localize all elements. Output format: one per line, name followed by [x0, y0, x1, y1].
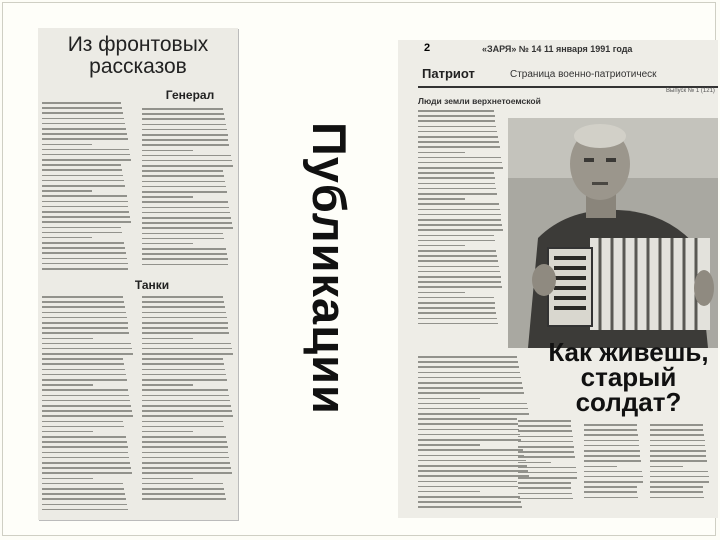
- newsprint-line: [418, 486, 518, 488]
- newsprint-line: [142, 212, 230, 214]
- newsprint-line: [142, 222, 232, 224]
- newsprint-line: [418, 387, 523, 389]
- newsprint-line: [418, 470, 528, 472]
- newsprint-line: [418, 356, 517, 358]
- newsprint-line: [42, 242, 124, 244]
- newsprint-line: [418, 146, 500, 148]
- newsprint-line: [142, 431, 193, 433]
- newsprint-line: [518, 472, 577, 474]
- newsprint-line: [142, 170, 223, 172]
- newsprint-line: [418, 403, 527, 405]
- newsprint-line: [518, 425, 571, 427]
- newsprint-line: [142, 113, 224, 115]
- newsprint-line: [42, 237, 92, 239]
- newsprint-line: [650, 491, 703, 493]
- newsprint-line: [418, 162, 502, 164]
- newsprint-line: [418, 172, 494, 174]
- newsprint-line: [142, 201, 228, 203]
- newsprint-line: [518, 467, 576, 469]
- newsprint-line: [142, 129, 227, 131]
- newsprint-line: [42, 296, 123, 298]
- newsprint-line: [42, 504, 127, 506]
- newsprint-line: [142, 374, 226, 376]
- newsprint-line: [142, 400, 230, 402]
- newsprint-line: [650, 471, 708, 473]
- newsprint-line: [418, 157, 501, 159]
- newsprint-line: [142, 258, 228, 260]
- newsprint-line: [518, 462, 551, 464]
- newsprint-line: [142, 338, 193, 340]
- article-headline: Как живешь, старый солдат?: [548, 337, 709, 417]
- newsprint-line: [42, 133, 127, 135]
- newsprint-line: [518, 477, 577, 479]
- text-column: [518, 420, 578, 503]
- newsprint-line: [418, 266, 499, 268]
- newsprint-line: [142, 155, 231, 157]
- newsprint-line: [42, 102, 121, 104]
- newsprint-line: [42, 478, 93, 480]
- newsprint-line: [42, 211, 129, 213]
- newsprint-line: [42, 441, 127, 443]
- newsprint-line: [42, 123, 125, 125]
- newsprint-line: [142, 379, 227, 381]
- newsprint-line: [142, 227, 233, 229]
- newsprint-line: [418, 271, 500, 273]
- newsprint-line: [142, 327, 228, 329]
- newsprint-line: [42, 169, 122, 171]
- newsprint-line: [142, 405, 231, 407]
- newsprint-line: [418, 245, 465, 247]
- newsprint-line: [42, 107, 122, 109]
- newsprint-line: [418, 434, 520, 436]
- newsprint-line: [584, 429, 637, 431]
- newsprint-line: [584, 455, 640, 457]
- newsprint-line: [42, 118, 124, 120]
- newsprint-line: [418, 255, 497, 257]
- newsprint-line: [42, 509, 128, 511]
- text-column: [418, 356, 530, 512]
- newsprint-line: [42, 227, 121, 229]
- newsprint-line: [42, 301, 124, 303]
- newsprint-line: [418, 444, 480, 446]
- newsprint-line: [418, 392, 524, 394]
- newsprint-line: [42, 384, 93, 386]
- page-name: Патриот: [422, 66, 475, 81]
- newsprint-line: [142, 238, 224, 240]
- newsprint-line: [142, 296, 223, 298]
- newsprint-line: [42, 149, 129, 151]
- newsprint-line: [142, 196, 193, 198]
- newsprint-line: [42, 483, 123, 485]
- newsprint-line: [42, 446, 128, 448]
- section-heading-tanks: Танки: [134, 278, 170, 292]
- newsprint-line: [142, 165, 233, 167]
- newsprint-line: [42, 195, 127, 197]
- newsprint-line: [42, 462, 130, 464]
- newsprint-line: [42, 252, 126, 254]
- newsprint-line: [584, 481, 643, 483]
- newsprint-line: [142, 436, 226, 438]
- newsprint-line: [142, 452, 228, 454]
- page-number: 2: [424, 42, 431, 54]
- newsprint-line: [42, 322, 128, 324]
- newsprint-line: [142, 243, 193, 245]
- newsprint-line: [42, 221, 131, 223]
- newsprint-line: [42, 467, 131, 469]
- newsprint-line: [42, 395, 129, 397]
- newsprint-line: [418, 131, 497, 133]
- newsprint-line: [518, 441, 573, 443]
- newsprint-line: [42, 332, 129, 334]
- newsprint-line: [42, 343, 131, 345]
- newsprint-line: [42, 348, 132, 350]
- newsprint-line: [142, 363, 224, 365]
- newsprint-line: [418, 177, 495, 179]
- newsprint-line: [142, 358, 223, 360]
- newsprint-line: [42, 268, 128, 270]
- newsprint-line: [650, 460, 707, 462]
- newspaper-clipping-left: [38, 28, 238, 520]
- newsprint-line: [42, 374, 126, 376]
- newsprint-line: [418, 115, 495, 117]
- newsprint-line: [142, 181, 225, 183]
- newsprint-line: [418, 297, 494, 299]
- text-column: [650, 424, 710, 502]
- newsprint-line: [650, 440, 705, 442]
- newsprint-line: [418, 276, 501, 278]
- newsprint-line: [584, 460, 641, 462]
- newsprint-line: [42, 154, 130, 156]
- newsprint-line: [142, 441, 227, 443]
- newsprint-line: [42, 379, 127, 381]
- newsprint-line: [650, 434, 704, 436]
- newsprint-line: [584, 440, 639, 442]
- newsprint-line: [142, 124, 226, 126]
- newsprint-line: [42, 190, 92, 192]
- newsprint-line: [142, 389, 228, 391]
- newsprint-line: [518, 493, 572, 495]
- newsprint-line: [418, 224, 502, 226]
- newsprint-line: [142, 317, 227, 319]
- issue-label: Выпуск № 1 (121): [666, 88, 715, 94]
- newsprint-line: [142, 144, 229, 146]
- newsprint-line: [42, 431, 93, 433]
- newsprint-line: [518, 420, 571, 422]
- newsprint-line: [650, 445, 705, 447]
- newsprint-line: [584, 466, 617, 468]
- newsprint-line: [142, 332, 229, 334]
- newsprint-line: [42, 363, 124, 365]
- newsprint-line: [42, 180, 124, 182]
- newsprint-line: [418, 372, 520, 374]
- newsprint-line: [418, 292, 465, 294]
- text-column: [584, 424, 644, 502]
- text-column: [418, 110, 504, 328]
- newsprint-line: [42, 306, 125, 308]
- newsprint-line: [650, 429, 703, 431]
- newsprint-line: [142, 446, 228, 448]
- newsprint-line: [142, 395, 229, 397]
- newsprint-line: [418, 501, 521, 503]
- newsprint-line: [418, 491, 480, 493]
- newsprint-line: [42, 457, 129, 459]
- newsprint-line: [650, 476, 709, 478]
- newsprint-line: [418, 193, 497, 195]
- newsprint-line: [142, 134, 228, 136]
- newsprint-line: [142, 410, 232, 412]
- newsprint-line: [42, 421, 123, 423]
- newsprint-line: [518, 498, 573, 500]
- newsprint-line: [42, 232, 122, 234]
- clipping-heading: Из фронтовых рассказов: [67, 33, 209, 78]
- newsprint-line: [42, 216, 130, 218]
- text-column: [142, 108, 234, 269]
- newsprint-line: [42, 472, 132, 474]
- newsprint-line: [142, 312, 226, 314]
- newsprint-line: [142, 175, 224, 177]
- newsprint-line: [418, 203, 499, 205]
- newsprint-line: [142, 139, 228, 141]
- newsprint-line: [42, 327, 128, 329]
- newsprint-line: [42, 415, 133, 417]
- newsprint-line: [142, 207, 229, 209]
- newsprint-line: [42, 436, 126, 438]
- newsprint-line: [418, 260, 498, 262]
- newsprint-line: [418, 198, 465, 200]
- newsprint-line: [142, 483, 223, 485]
- newsprint-line: [142, 415, 233, 417]
- newsprint-line: [42, 258, 127, 260]
- newsprint-line: [584, 424, 637, 426]
- newsprint-line: [42, 410, 132, 412]
- accordion-player-image: [508, 118, 718, 348]
- page-tag: Страница военно-патриотическ: [510, 69, 657, 80]
- newsprint-line: [518, 436, 573, 438]
- newsprint-line: [42, 405, 131, 407]
- newsprint-line: [418, 413, 529, 415]
- newsprint-line: [418, 229, 503, 231]
- text-column: [42, 296, 134, 514]
- newsprint-line: [142, 306, 225, 308]
- newsprint-line: [418, 398, 480, 400]
- newsprint-line: [142, 467, 231, 469]
- newsprint-line: [42, 164, 121, 166]
- newsprint-line: [42, 493, 125, 495]
- newsprint-line: [418, 481, 517, 483]
- newsprint-line: [418, 429, 519, 431]
- newsprint-line: [42, 312, 126, 314]
- newsprint-line: [418, 366, 519, 368]
- newsprint-line: [650, 497, 704, 499]
- newsprint-line: [142, 472, 232, 474]
- text-column: [42, 102, 132, 273]
- newspaper-clipping-right: [398, 40, 718, 518]
- masthead: «ЗАРЯ» № 14 11 января 1991 года: [482, 44, 633, 54]
- newsprint-line: [418, 465, 527, 467]
- newsprint-line: [584, 497, 638, 499]
- newsprint-line: [142, 384, 193, 386]
- newsprint-line: [518, 430, 572, 432]
- newsprint-line: [418, 167, 503, 169]
- newsprint-line: [142, 186, 226, 188]
- newsprint-line: [418, 286, 502, 288]
- newsprint-line: [42, 317, 127, 319]
- newsprint-line: [142, 348, 232, 350]
- newsprint-line: [42, 138, 128, 140]
- newsprint-line: [142, 369, 225, 371]
- newsprint-line: [418, 188, 496, 190]
- newsprint-line: [418, 423, 518, 425]
- newsprint-line: [584, 471, 642, 473]
- newsprint-line: [42, 128, 126, 130]
- newsprint-line: [142, 421, 223, 423]
- newsprint-line: [418, 126, 496, 128]
- newsprint-line: [418, 235, 494, 237]
- newsprint-line: [518, 456, 575, 458]
- newsprint-line: [584, 450, 640, 452]
- newsprint-line: [650, 450, 706, 452]
- newsprint-line: [42, 144, 92, 146]
- newsprint-line: [418, 475, 529, 477]
- newsprint-line: [142, 301, 224, 303]
- slide-title: Публикации: [303, 121, 356, 415]
- newsprint-line: [650, 466, 683, 468]
- newsprint-line: [142, 457, 229, 459]
- newsprint-line: [42, 112, 123, 114]
- newsprint-line: [418, 214, 501, 216]
- newsprint-line: [418, 136, 498, 138]
- section-heading-general: Генерал: [165, 88, 215, 102]
- newsprint-line: [42, 175, 123, 177]
- newsprint-line: [42, 452, 128, 454]
- newsprint-line: [142, 426, 224, 428]
- newsprint-line: [42, 498, 126, 500]
- newsprint-line: [142, 493, 225, 495]
- newsprint-line: [142, 217, 231, 219]
- newsprint-line: [142, 233, 223, 235]
- newsprint-line: [142, 488, 224, 490]
- newsprint-line: [42, 369, 125, 371]
- newsprint-line: [418, 506, 522, 508]
- newsprint-line: [42, 247, 125, 249]
- newsprint-line: [42, 206, 128, 208]
- section-title: Люди земли верхнетоемской: [418, 96, 541, 106]
- newsprint-line: [142, 498, 226, 500]
- newsprint-line: [418, 449, 523, 451]
- newsprint-line: [42, 338, 93, 340]
- newsprint-line: [418, 361, 518, 363]
- newsprint-line: [650, 486, 703, 488]
- newsprint-line: [42, 358, 123, 360]
- newsprint-line: [418, 377, 521, 379]
- newsprint-line: [42, 159, 131, 161]
- newsprint-line: [418, 250, 496, 252]
- newsprint-line: [142, 248, 226, 250]
- newsprint-line: [42, 426, 124, 428]
- newsprint-line: [584, 476, 643, 478]
- newsprint-line: [418, 439, 521, 441]
- newsprint-line: [142, 343, 231, 345]
- newsprint-line: [142, 253, 227, 255]
- newsprint-line: [518, 482, 571, 484]
- newsprint-line: [584, 445, 639, 447]
- newsprint-line: [142, 108, 223, 110]
- newsprint-line: [142, 478, 193, 480]
- newsprint-line: [142, 353, 233, 355]
- newsprint-line: [418, 152, 465, 154]
- newsprint-line: [418, 460, 526, 462]
- newsprint-line: [418, 382, 522, 384]
- newsprint-line: [418, 120, 495, 122]
- newsprint-line: [418, 307, 495, 309]
- newsprint-line: [418, 318, 497, 320]
- newsprint-line: [418, 302, 495, 304]
- newsprint-line: [418, 110, 494, 112]
- newsprint-line: [418, 418, 517, 420]
- newsprint-line: [42, 400, 130, 402]
- newsprint-line: [42, 185, 125, 187]
- newsprint-line: [142, 191, 227, 193]
- newsprint-line: [418, 209, 500, 211]
- newsprint-line: [42, 488, 124, 490]
- newsprint-line: [418, 183, 495, 185]
- newsprint-line: [518, 487, 571, 489]
- newsprint-line: [518, 451, 574, 453]
- veteran-photo: [508, 118, 718, 348]
- newsprint-line: [584, 434, 638, 436]
- newsprint-line: [418, 219, 501, 221]
- newsprint-line: [650, 424, 703, 426]
- newsprint-line: [142, 462, 230, 464]
- newsprint-line: [142, 150, 193, 152]
- newsprint-line: [142, 118, 225, 120]
- newsprint-line: [42, 263, 128, 265]
- newsprint-line: [42, 389, 128, 391]
- newsprint-line: [418, 408, 528, 410]
- text-column: [142, 296, 234, 504]
- newsprint-line: [518, 446, 574, 448]
- newsprint-line: [418, 240, 495, 242]
- newsprint-line: [418, 141, 499, 143]
- newsprint-line: [418, 496, 520, 498]
- newsprint-line: [584, 486, 637, 488]
- newsprint-line: [418, 323, 498, 325]
- newsprint-line: [584, 491, 637, 493]
- newsprint-line: [142, 160, 232, 162]
- newsprint-line: [650, 455, 706, 457]
- newsprint-line: [142, 322, 228, 324]
- newsprint-line: [418, 281, 501, 283]
- newsprint-line: [142, 264, 228, 266]
- newsprint-line: [418, 455, 524, 457]
- newsprint-line: [42, 201, 128, 203]
- newsprint-line: [650, 481, 709, 483]
- newsprint-line: [42, 353, 133, 355]
- newsprint-line: [418, 312, 496, 314]
